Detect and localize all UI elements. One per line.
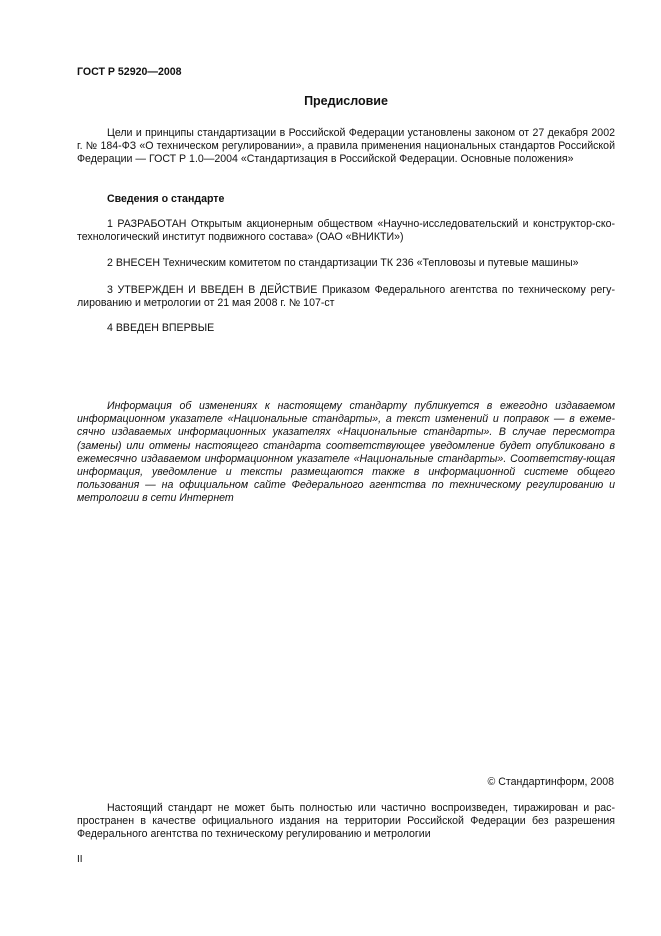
document-header: ГОСТ Р 52920—2008: [77, 66, 182, 78]
notice-paragraph: Информация об изменениях к настоящему стандарту публикуется в ежегодно издаваемом информационном указателе «Национальные стандарты», а текст изменений и поправок — в ежеме-сячно издаваемых информационных указателях «Национальные стандарты». В случае пересмотра (замены) или отмены настоящего стандарта соответствующее уведомление будет опубликовано в ежемесячно издаваемом информационном указателе «Национальные стандарты». Соответству-ющая информация, уведомление и тексты размещаются также в информационной системе общего пользования — на официальном сайте Федерального агентства по техническому регулированию и метрологии в сети Интернет: [77, 400, 615, 505]
copyright: © Стандартинформ, 2008: [487, 776, 614, 788]
page-number: II: [77, 854, 83, 865]
section-subheading: Сведения о стандарте: [107, 193, 225, 205]
item-first-introduced: 4 ВВЕДЕН ВПЕРВЫЕ: [107, 322, 215, 334]
rights-paragraph: Настоящий стандарт не может быть полностью или частично воспроизведен, тиражирован и рас-пространен в качестве официального издания на территории Российской Федерации без разрешения Федерального агентства по техническому регулированию и метрологии: [77, 802, 615, 841]
item-developed: 1 РАЗРАБОТАН Открытым акционерным обществом «Научно-исследовательский и конструктор-ско-технологический институт подвижного состава» (ОАО «ВНИКТИ»): [77, 218, 615, 244]
intro-paragraph: Цели и принципы стандартизации в Российской Федерации установлены законом от 27 декабря 2002 г. № 184-ФЗ «О техническом регулировании», а правила применения национальных стандартов Российской Федерации — ГОСТ Р 1.0—2004 «Стандартизация в Российской Федерации. Основные положения»: [77, 127, 615, 166]
item-approved: 3 УТВЕРЖДЕН И ВВЕДЕН В ДЕЙСТВИЕ Приказом Федерального агентства по техническому регу-лированию и метрологии от 21 мая 2008 г. № 107-ст: [77, 284, 615, 310]
item-introduced: 2 ВНЕСЕН Техническим комитетом по стандартизации ТК 236 «Тепловозы и путевые машины»: [107, 257, 579, 269]
page-title: Предисловие: [304, 94, 388, 108]
